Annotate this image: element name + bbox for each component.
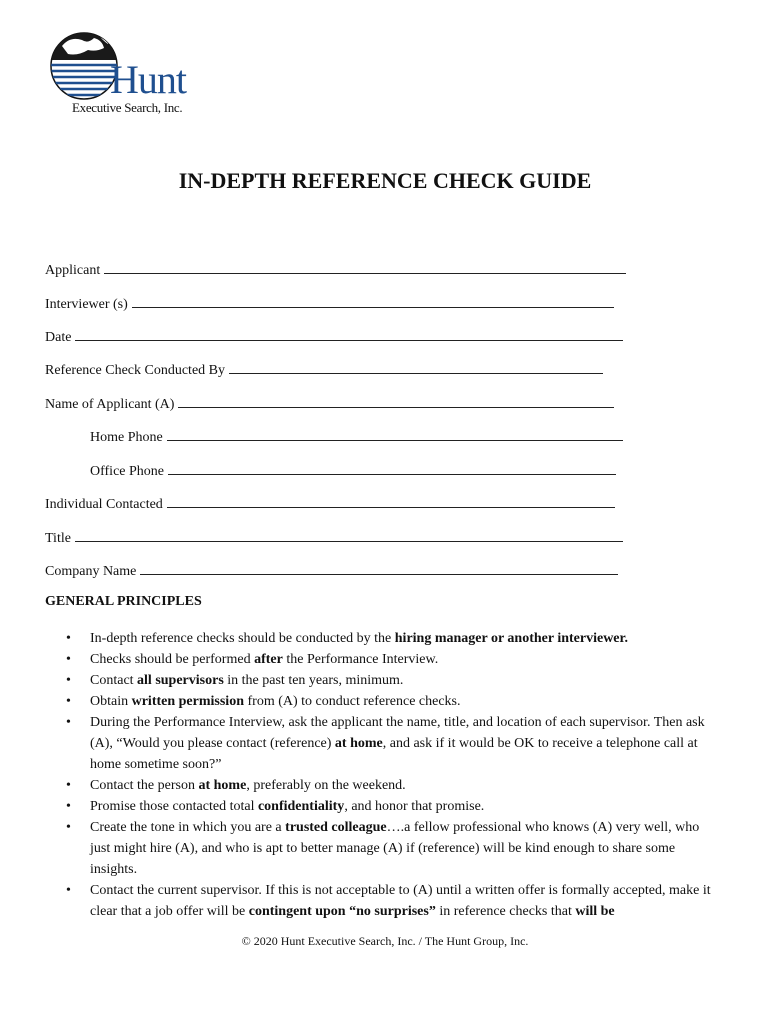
principle-item xyxy=(60,649,720,670)
bullet-icon: • xyxy=(66,631,71,646)
item-text: Contact xyxy=(90,673,138,688)
principle-item xyxy=(60,817,720,880)
field-label: Home Phone xyxy=(90,430,163,445)
field-individual-contacted xyxy=(45,494,615,514)
bullet-icon: • xyxy=(66,652,71,667)
blank-line[interactable] xyxy=(167,494,615,508)
field-office-phone xyxy=(90,461,616,481)
item-text: from (A) to conduct reference checks. xyxy=(244,694,461,709)
item-text: , and ask if it would be OK to receive a telephone call at home sometime soon?” xyxy=(90,736,698,772)
bullet-icon: • xyxy=(66,673,71,688)
logo-wordmark: Hunt xyxy=(110,57,186,102)
field-label: Name of Applicant (A) xyxy=(45,397,175,412)
field-interviewer xyxy=(45,294,614,314)
item-text: the Performance Interview. xyxy=(282,652,439,667)
blank-line[interactable] xyxy=(104,260,626,274)
item-text: , preferably on the weekend. xyxy=(246,778,406,793)
bullet-icon: • xyxy=(66,883,71,898)
blank-line[interactable] xyxy=(140,561,618,575)
field-company-name xyxy=(45,561,618,581)
blank-line[interactable] xyxy=(229,360,603,374)
bullet-icon: • xyxy=(66,778,71,793)
field-label: Title xyxy=(45,531,71,546)
principle-item xyxy=(60,628,720,649)
blank-line[interactable] xyxy=(178,394,614,408)
field-home-phone xyxy=(90,427,623,447)
bullet-icon: • xyxy=(66,820,71,835)
principles-list xyxy=(60,628,720,922)
field-applicant xyxy=(45,260,626,280)
item-text: Create the tone in which you are a xyxy=(90,820,286,835)
section-heading: GENERAL PRINCIPLES xyxy=(45,594,202,609)
bold-text: hiring manager or another interviewer. xyxy=(394,631,628,646)
company-logo xyxy=(48,30,198,120)
field-label: Applicant xyxy=(45,263,101,278)
bold-text: all supervisors xyxy=(137,673,224,688)
item-text: Contact the person xyxy=(90,778,199,793)
principle-item xyxy=(60,691,720,712)
blank-line[interactable] xyxy=(75,327,623,341)
field-reference-check-conducted-by xyxy=(45,360,603,380)
item-text: In-depth reference checks should be conducted by the xyxy=(90,631,395,646)
bold-text: after xyxy=(254,652,283,667)
principle-item xyxy=(60,775,720,796)
field-label: Office Phone xyxy=(90,464,164,479)
field-label: Company Name xyxy=(45,564,137,579)
field-label: Interviewer (s) xyxy=(45,297,128,312)
bold-text: will be xyxy=(575,904,615,919)
bold-text: at home xyxy=(334,736,383,751)
item-text: Obtain xyxy=(90,694,132,709)
blank-line[interactable] xyxy=(75,528,623,542)
bold-text: trusted colleague xyxy=(285,820,387,835)
item-text: , and honor that promise. xyxy=(344,799,485,814)
item-text: Promise those contacted total xyxy=(90,799,258,814)
bold-text: confidentiality xyxy=(257,799,345,814)
item-text: ….a fellow professional who knows (A) very well, who just might hire (A), and who is apt to better manage (A) if (reference) will be kind enough to share some insights. xyxy=(90,820,700,877)
item-text: Checks should be performed xyxy=(90,652,255,667)
field-label: Individual Contacted xyxy=(45,497,163,512)
principle-item xyxy=(60,880,720,922)
bold-text: written permission xyxy=(131,694,244,709)
principle-item xyxy=(60,670,720,691)
field-name-of-applicant xyxy=(45,394,614,414)
field-date xyxy=(45,327,623,347)
bullet-icon: • xyxy=(66,694,71,709)
document-title: IN-DEPTH REFERENCE CHECK GUIDE xyxy=(178,168,592,193)
principle-item xyxy=(60,712,720,775)
bullet-icon: • xyxy=(66,799,71,814)
bullet-icon: • xyxy=(66,715,71,730)
item-text: in reference checks that xyxy=(435,904,576,919)
logo-subtitle: Executive Search, Inc. xyxy=(72,100,183,115)
principle-item xyxy=(60,796,720,817)
field-label: Reference Check Conducted By xyxy=(45,363,225,378)
item-text: Contact the current supervisor. If this is not acceptable to (A) until a written offer is formally accepted, make it clear that a job offer will be xyxy=(90,883,711,919)
field-label: Date xyxy=(45,330,72,345)
bold-text: contingent upon “no surprises” xyxy=(248,904,436,919)
item-text: During the Performance Interview, ask the applicant the name, title, and location of each supervisor. Then ask (A), “Would you please contact (reference) xyxy=(90,715,705,751)
bold-text: at home xyxy=(198,778,247,793)
blank-line[interactable] xyxy=(132,294,614,308)
blank-line[interactable] xyxy=(168,461,616,475)
item-text: in the past ten years, minimum. xyxy=(223,673,404,688)
page-footer: © 2020 Hunt Executive Search, Inc. / The Hunt Group, Inc. xyxy=(241,934,529,948)
field-title xyxy=(45,528,623,548)
blank-line[interactable] xyxy=(167,427,623,441)
